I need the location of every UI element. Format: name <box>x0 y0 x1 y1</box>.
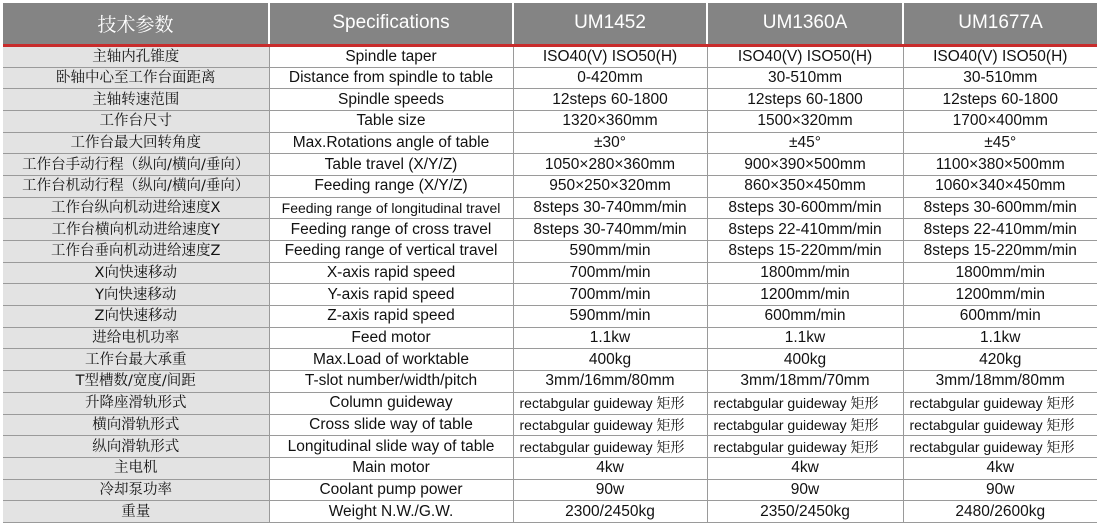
param-en-name: Max.Rotations angle of table <box>269 132 513 154</box>
param-en-name: Feed motor <box>269 327 513 349</box>
param-cn-name: 卧轴中心至工作台面距离 <box>3 67 269 89</box>
table-row <box>3 262 1097 284</box>
value-um1360a: 30-510mm <box>707 67 903 89</box>
specifications-table <box>3 3 1097 523</box>
value-um1360a: 1200mm/min <box>707 284 903 306</box>
table-row <box>3 175 1097 197</box>
param-cn-name: 纵向滑轨形式 <box>3 436 269 458</box>
value-um1677a: 8steps 15-220mm/min <box>903 241 1097 263</box>
table-row <box>3 392 1097 414</box>
param-en-name: Spindle speeds <box>269 89 513 111</box>
param-en-name: Column guideway <box>269 392 513 414</box>
param-en-name: Distance from spindle to table <box>269 67 513 89</box>
param-cn-name: Y向快速移动 <box>3 284 269 306</box>
value-um1452: 8steps 30-740mm/min <box>513 219 707 241</box>
value-um1360a: 2350/2450kg <box>707 501 903 523</box>
value-um1452: rectabgular guideway 矩形 <box>513 392 707 414</box>
value-um1677a: ISO40(V) ISO50(H) <box>903 45 1097 67</box>
value-um1677a: 1200mm/min <box>903 284 1097 306</box>
value-um1452: 3mm/16mm/80mm <box>513 371 707 393</box>
header-model-um1452: UM1452 <box>513 3 707 45</box>
table-row <box>3 89 1097 111</box>
value-um1452: 700mm/min <box>513 262 707 284</box>
value-um1677a: 1100×380×500mm <box>903 154 1097 176</box>
value-um1677a: 8steps 30-600mm/min <box>903 197 1097 219</box>
param-cn-name: 主轴内孔锥度 <box>3 45 269 67</box>
value-um1360a: 600mm/min <box>707 306 903 328</box>
table-row <box>3 284 1097 306</box>
param-cn-name: 进给电机功率 <box>3 327 269 349</box>
value-um1452: 950×250×320mm <box>513 175 707 197</box>
param-en-name: Coolant pump power <box>269 479 513 501</box>
value-um1360a: 8steps 22-410mm/min <box>707 219 903 241</box>
table-body <box>3 45 1097 522</box>
value-um1360a: rectabgular guideway 矩形 <box>707 414 903 436</box>
value-um1452: 1320×360mm <box>513 110 707 132</box>
value-um1677a: 8steps 22-410mm/min <box>903 219 1097 241</box>
param-en-name: Max.Load of worktable <box>269 349 513 371</box>
param-en-name: Main motor <box>269 457 513 479</box>
param-en-name: Table size <box>269 110 513 132</box>
value-um1360a: 1.1kw <box>707 327 903 349</box>
table-row <box>3 197 1097 219</box>
table-row <box>3 306 1097 328</box>
table-row <box>3 501 1097 523</box>
table-row <box>3 132 1097 154</box>
param-cn-name: 主电机 <box>3 457 269 479</box>
table-row <box>3 219 1097 241</box>
param-cn-name: 工作台最大回转角度 <box>3 132 269 154</box>
table-row <box>3 457 1097 479</box>
value-um1452: ±30° <box>513 132 707 154</box>
param-cn-name: 横向滑轨形式 <box>3 414 269 436</box>
param-en-name: Feeding range of cross travel <box>269 219 513 241</box>
param-cn-name: 工作台尺寸 <box>3 110 269 132</box>
table-row <box>3 110 1097 132</box>
param-en-name: Feeding range of vertical travel <box>269 241 513 263</box>
header-row <box>3 3 1097 45</box>
value-um1452: 590mm/min <box>513 306 707 328</box>
param-cn-name: 工作台最大承重 <box>3 349 269 371</box>
value-um1452: rectabgular guideway 矩形 <box>513 436 707 458</box>
param-cn-name: 工作台纵向机动进给速度X <box>3 197 269 219</box>
value-um1452: 90w <box>513 479 707 501</box>
value-um1360a: 90w <box>707 479 903 501</box>
value-um1452: 590mm/min <box>513 241 707 263</box>
param-cn-name: 工作台手动行程（纵向/横向/垂向） <box>3 154 269 176</box>
param-cn-name: 升降座滑轨形式 <box>3 392 269 414</box>
table-header <box>3 3 1097 45</box>
param-en-name: Cross slide way of table <box>269 414 513 436</box>
value-um1677a: 3mm/18mm/80mm <box>903 371 1097 393</box>
table-row <box>3 327 1097 349</box>
table-row <box>3 67 1097 89</box>
value-um1677a: 90w <box>903 479 1097 501</box>
value-um1360a: ISO40(V) ISO50(H) <box>707 45 903 67</box>
value-um1677a: rectabgular guideway 矩形 <box>903 414 1097 436</box>
value-um1452: 700mm/min <box>513 284 707 306</box>
value-um1360a: 1800mm/min <box>707 262 903 284</box>
value-um1360a: 400kg <box>707 349 903 371</box>
value-um1452: ISO40(V) ISO50(H) <box>513 45 707 67</box>
value-um1452: 2300/2450kg <box>513 501 707 523</box>
value-um1452: 400kg <box>513 349 707 371</box>
param-en-name: Feeding range (X/Y/Z) <box>269 175 513 197</box>
value-um1360a: 12steps 60-1800 <box>707 89 903 111</box>
param-en-name: Weight N.W./G.W. <box>269 501 513 523</box>
value-um1452: 8steps 30-740mm/min <box>513 197 707 219</box>
value-um1677a: 2480/2600kg <box>903 501 1097 523</box>
value-um1360a: 1500×320mm <box>707 110 903 132</box>
table-row <box>3 436 1097 458</box>
value-um1452: 12steps 60-1800 <box>513 89 707 111</box>
header-model-um1360a: UM1360A <box>707 3 903 45</box>
param-cn-name: 工作台横向机动进给速度Y <box>3 219 269 241</box>
param-cn-name: Z向快速移动 <box>3 306 269 328</box>
table-row <box>3 349 1097 371</box>
value-um1360a: 8steps 15-220mm/min <box>707 241 903 263</box>
value-um1677a: 1700×400mm <box>903 110 1097 132</box>
table-row <box>3 479 1097 501</box>
param-cn-name: 主轴转速范围 <box>3 89 269 111</box>
value-um1677a: 420kg <box>903 349 1097 371</box>
param-cn-name: 工作台机动行程（纵向/横向/垂向） <box>3 175 269 197</box>
value-um1452: 4kw <box>513 457 707 479</box>
value-um1360a: rectabgular guideway 矩形 <box>707 392 903 414</box>
value-um1360a: 900×390×500mm <box>707 154 903 176</box>
header-model-um1677a: UM1677A <box>903 3 1097 45</box>
value-um1360a: 8steps 30-600mm/min <box>707 197 903 219</box>
param-en-name: X-axis rapid speed <box>269 262 513 284</box>
header-cn-params: 技术参数 <box>3 3 269 45</box>
value-um1360a: 860×350×450mm <box>707 175 903 197</box>
value-um1360a: ±45° <box>707 132 903 154</box>
value-um1677a: 1800mm/min <box>903 262 1097 284</box>
value-um1452: 1.1kw <box>513 327 707 349</box>
value-um1677a: 4kw <box>903 457 1097 479</box>
table-row <box>3 45 1097 67</box>
param-en-name: Table travel (X/Y/Z) <box>269 154 513 176</box>
value-um1677a: rectabgular guideway 矩形 <box>903 392 1097 414</box>
param-cn-name: 冷却泵功率 <box>3 479 269 501</box>
value-um1677a: 600mm/min <box>903 306 1097 328</box>
value-um1677a: 12steps 60-1800 <box>903 89 1097 111</box>
value-um1360a: 4kw <box>707 457 903 479</box>
value-um1360a: rectabgular guideway 矩形 <box>707 436 903 458</box>
value-um1677a: 30-510mm <box>903 67 1097 89</box>
value-um1677a: 1060×340×450mm <box>903 175 1097 197</box>
param-en-name: Y-axis rapid speed <box>269 284 513 306</box>
param-en-name: Z-axis rapid speed <box>269 306 513 328</box>
table-row <box>3 154 1097 176</box>
param-cn-name: T型槽数/宽度/间距 <box>3 371 269 393</box>
value-um1677a: 1.1kw <box>903 327 1097 349</box>
param-en-name: Feeding range of longitudinal travel <box>269 197 513 219</box>
param-en-name: T-slot number/width/pitch <box>269 371 513 393</box>
param-en-name: Spindle taper <box>269 45 513 67</box>
table-row <box>3 414 1097 436</box>
param-cn-name: 重量 <box>3 501 269 523</box>
header-specifications: Specifications <box>269 3 513 45</box>
value-um1452: rectabgular guideway 矩形 <box>513 414 707 436</box>
value-um1452: 0-420mm <box>513 67 707 89</box>
param-cn-name: 工作台垂向机动进给速度Z <box>3 241 269 263</box>
param-en-name: Longitudinal slide way of table <box>269 436 513 458</box>
param-cn-name: X向快速移动 <box>3 262 269 284</box>
table-row <box>3 241 1097 263</box>
value-um1452: 1050×280×360mm <box>513 154 707 176</box>
value-um1360a: 3mm/18mm/70mm <box>707 371 903 393</box>
value-um1677a: ±45° <box>903 132 1097 154</box>
table-row <box>3 371 1097 393</box>
value-um1677a: rectabgular guideway 矩形 <box>903 436 1097 458</box>
